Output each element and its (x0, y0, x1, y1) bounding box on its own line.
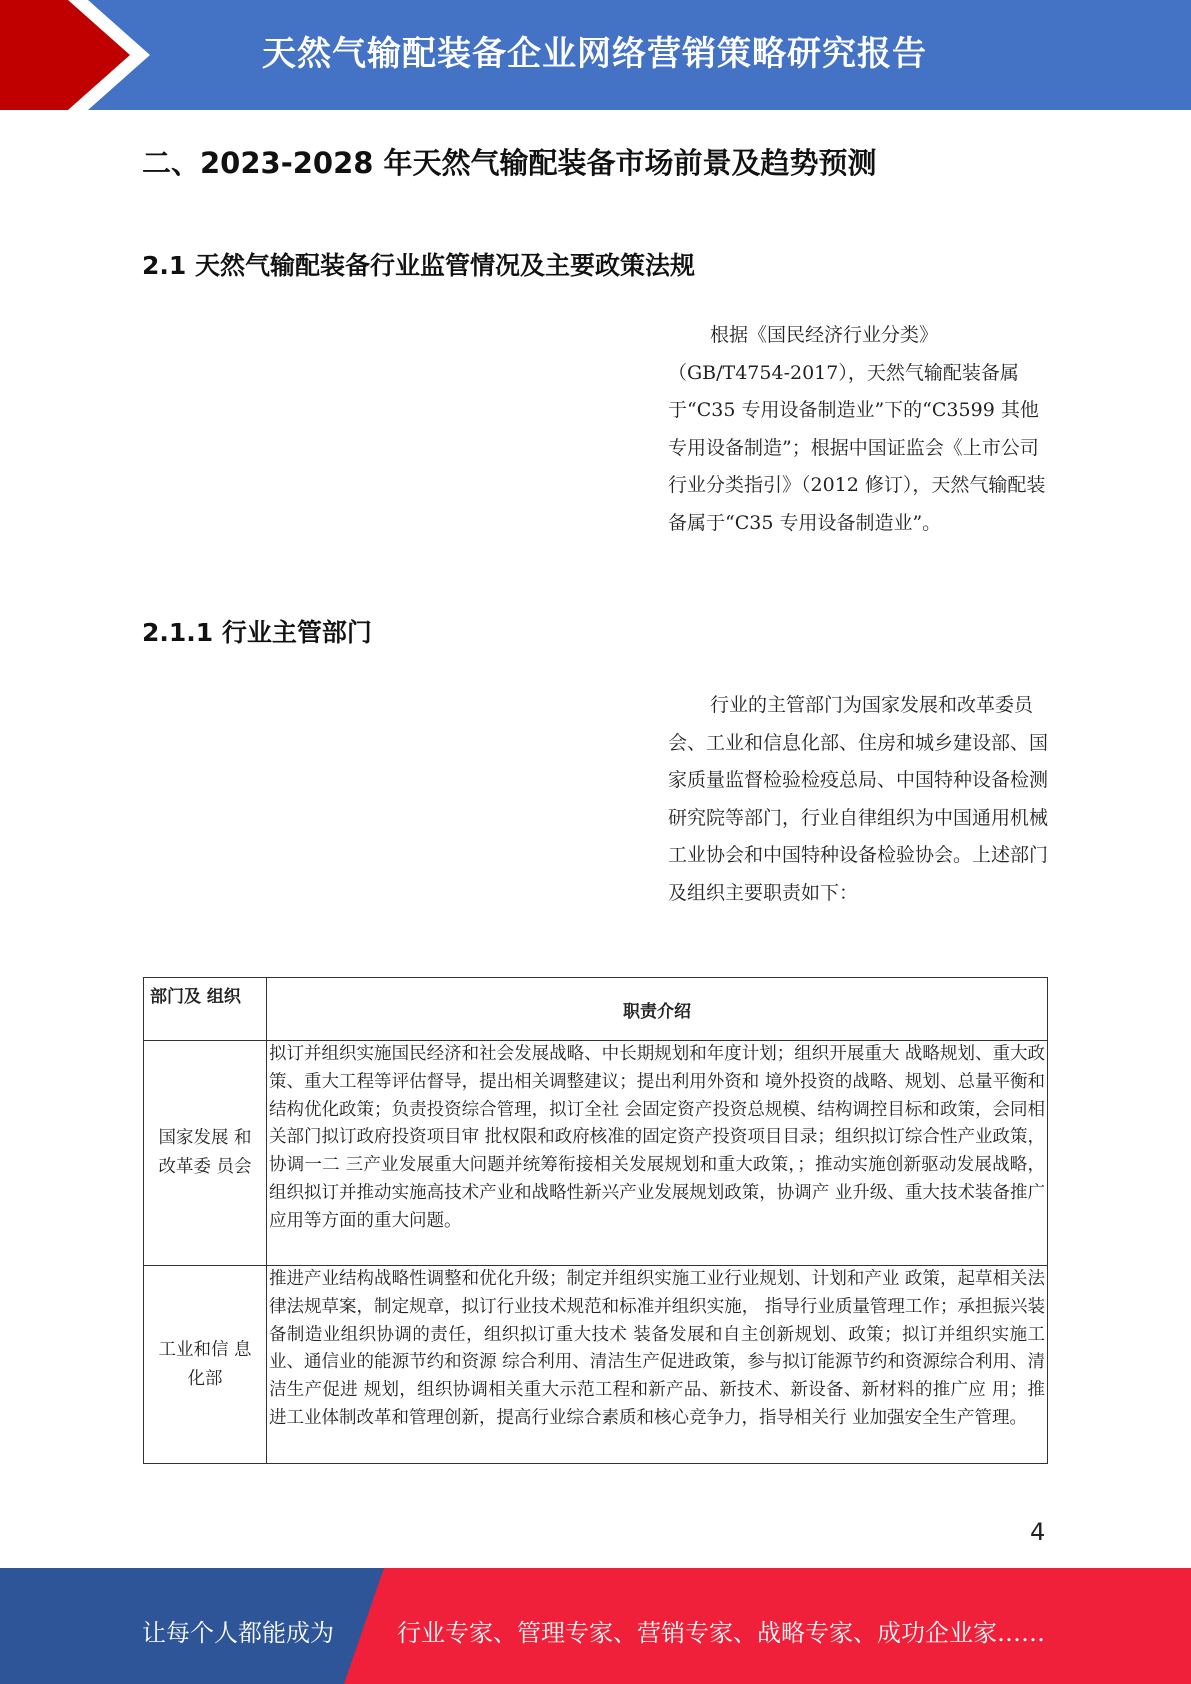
table-header-org: 部门及 组织 (144, 978, 267, 1041)
report-title: 天然气输配装备企业网络营销策略研究报告 (262, 34, 927, 74)
table-row (144, 1266, 1048, 1464)
table-row (144, 1041, 1048, 1266)
table-cell-org: 国家发展 和改革委 员会 (144, 1041, 267, 1266)
section-heading: 2.1 天然气输配装备行业监管情况及主要政策法规 (142, 251, 695, 280)
chapter-heading: 二、2023-2028 年天然气输配装备市场前景及趋势预测 (142, 146, 877, 180)
table-header-duty: 职责介绍 (267, 978, 1048, 1041)
table-cell-org: 工业和信 息化部 (144, 1266, 267, 1464)
table-header-row (144, 978, 1048, 1041)
header-banner (0, 0, 1191, 110)
page-number: 4 (1030, 1518, 1046, 1546)
table-cell-duty: 拟订并组织实施国民经济和社会发展战略、中长期规划和年度计划；组织开展重大 战略规划、重大政策、重大工程等评估督导，提出相关调整建议；提出利用外资和 境外投资的战略、规划、总量平衡和结构优化政策；负责投资综合管理，拟订全社 会固定资产投资总规模、结构调控目标和政策，会同相关部门拟订政府投资项目审 批权限和政府核准的固定资产投资项目目录；组织拟订综合性产业政策，协调一二 三产业发展重大问题并统筹衔接相关发展规划和重大政策，；推动实施创新驱动发展战略，组织拟订并推动实施高技术产业和战略性新兴产业发展规划政策，协调产 业升级、重大技术装备推广应用等方面的重大问题。 (267, 1041, 1048, 1266)
duties-table (143, 977, 1048, 1464)
footer-banner (0, 1568, 1191, 1684)
table-cell-duty: 推进产业结构战略性调整和优化升级；制定并组织实施工业行业规划、计划和产业 政策，起草相关法律法规草案，制定规章，拟订行业技术规范和标准并组织实施， 指导行业质量管理工作；承担振兴装备制造业组织协调的责任，组织拟订重大技术 装备发展和自主创新规划、政策；拟订并组织实施工业、通信业的能源节约和资源 综合利用、清洁生产促进政策，参与拟订能源节约和资源综合利用、清洁生产促进 规划，组织协调相关重大示范工程和新产品、新技术、新设备、新材料的推广应 用；推进工业体制改革和管理创新，提高行业综合素质和核心竞争力，指导相关行 业加强安全生产管理。 (267, 1266, 1048, 1464)
footer-slogan-left: 让每个人都能成为 (142, 1619, 334, 1647)
footer-slogan-right: 行业专家、管理专家、营销专家、战略专家、成功企业家…… (397, 1619, 1045, 1647)
authorities-paragraph: 行业的主管部门为国家发展和改革委员会、工业和信息化部、住房和城乡建设部、国家质量监督检验检疫总局、中国特种设备检测研究院等部门，行业自律组织为中国通用机械工业协会和中国特种设备检验协会。上述部门及组织主要职责如下： (668, 694, 1049, 904)
subsection-heading: 2.1.1 行业主管部门 (142, 618, 372, 647)
classification-paragraph: 根据《国民经济行业分类》（GB/T4754-2017），天然气输配装备属于“C35 专用设备制造业”下的“C3599 其他专用设备制造”；根据中国证监会《上市公司行业分类指引》（2012 修订），天然气输配装备属于“C35 专用设备制造业”。 (668, 324, 1046, 534)
